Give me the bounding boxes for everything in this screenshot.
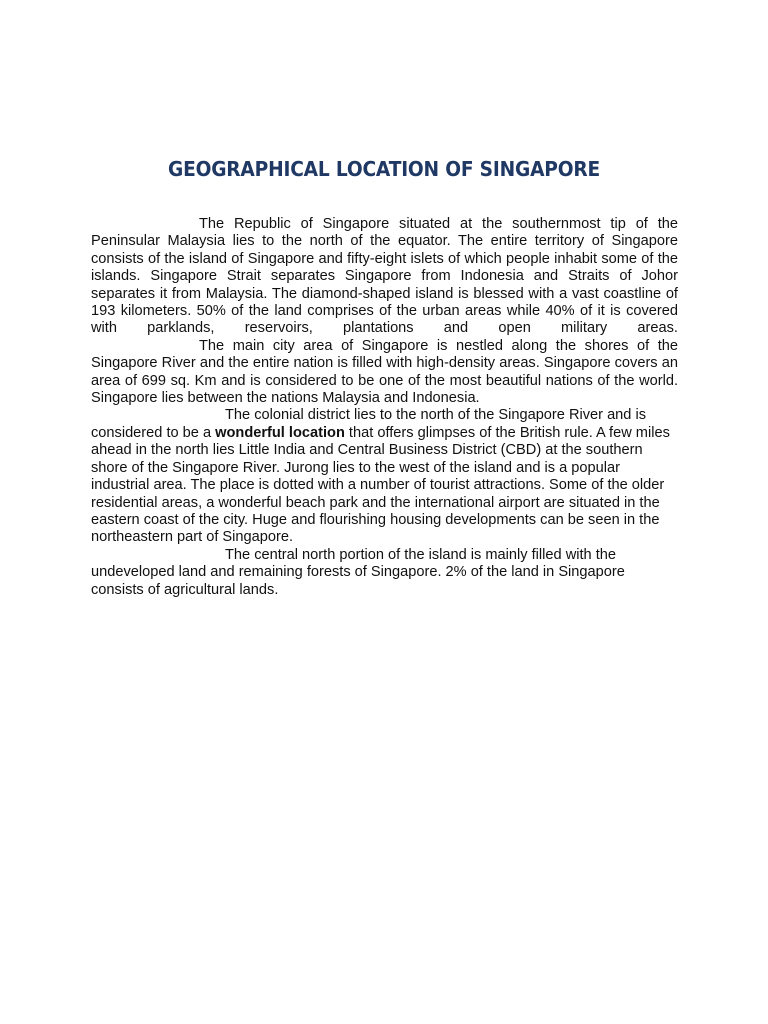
paragraph-3-text-end: that offers glimpses of the British rule. A few miles ahead in the north lies Little India and Central Business District (CBD) at the southern shore of the Singapore River. Jurong lies to the west of the island and is a popular industrial area. The place is dotted with a number of tourist attractions. Some of the older residential areas, a wonderful beach park and the international airport are situated in the eastern coast of the city. Huge and flourishing housing developments can be seen in the northeastern part of Singapore.: [91, 424, 670, 546]
document-body: [91, 216, 678, 599]
bold-phrase: wonderful location: [215, 424, 345, 441]
paragraph-1: The Republic of Singapore situated at the southernmost tip of the Peninsular Malaysia lies to the north of the equator. The entire territory of Singapore consists of the island of Singapore and fifty-eight islets of which people inhabit some of the islands. Singapore Strait separates Singapore from Indonesia and Straits of Johor separates it from Malaysia. The diamond-shaped island is blessed with a vast coastline of 193 kilometers. 50% of the land comprises of the urban areas while 40% of it is covered with parklands, reservoirs, plantations and open military areas.: [91, 216, 678, 337]
paragraph-3-text-start: The colonial district lies to the north of the Singapore River and is considered to be a: [91, 407, 647, 441]
page-title: GEOGRAPHICAL LOCATION OF SINGAPORE: [167, 157, 601, 181]
paragraph-2: The main city area of Singapore is nestled along the shores of the Singapore River and the entire nation is filled with high-density areas. Singapore covers an area of 699 sq. Km and is considered to be one of the most beautiful nations of the world. Singapore lies between the nations Malaysia and Indonesia.: [91, 337, 678, 407]
paragraph-3: [91, 407, 678, 546]
paragraph-4: The central north portion of the island is mainly filled with the undeveloped land and remaining forests of Singapore. 2% of the land in Singapore consists of agricultural lands.: [91, 546, 625, 598]
